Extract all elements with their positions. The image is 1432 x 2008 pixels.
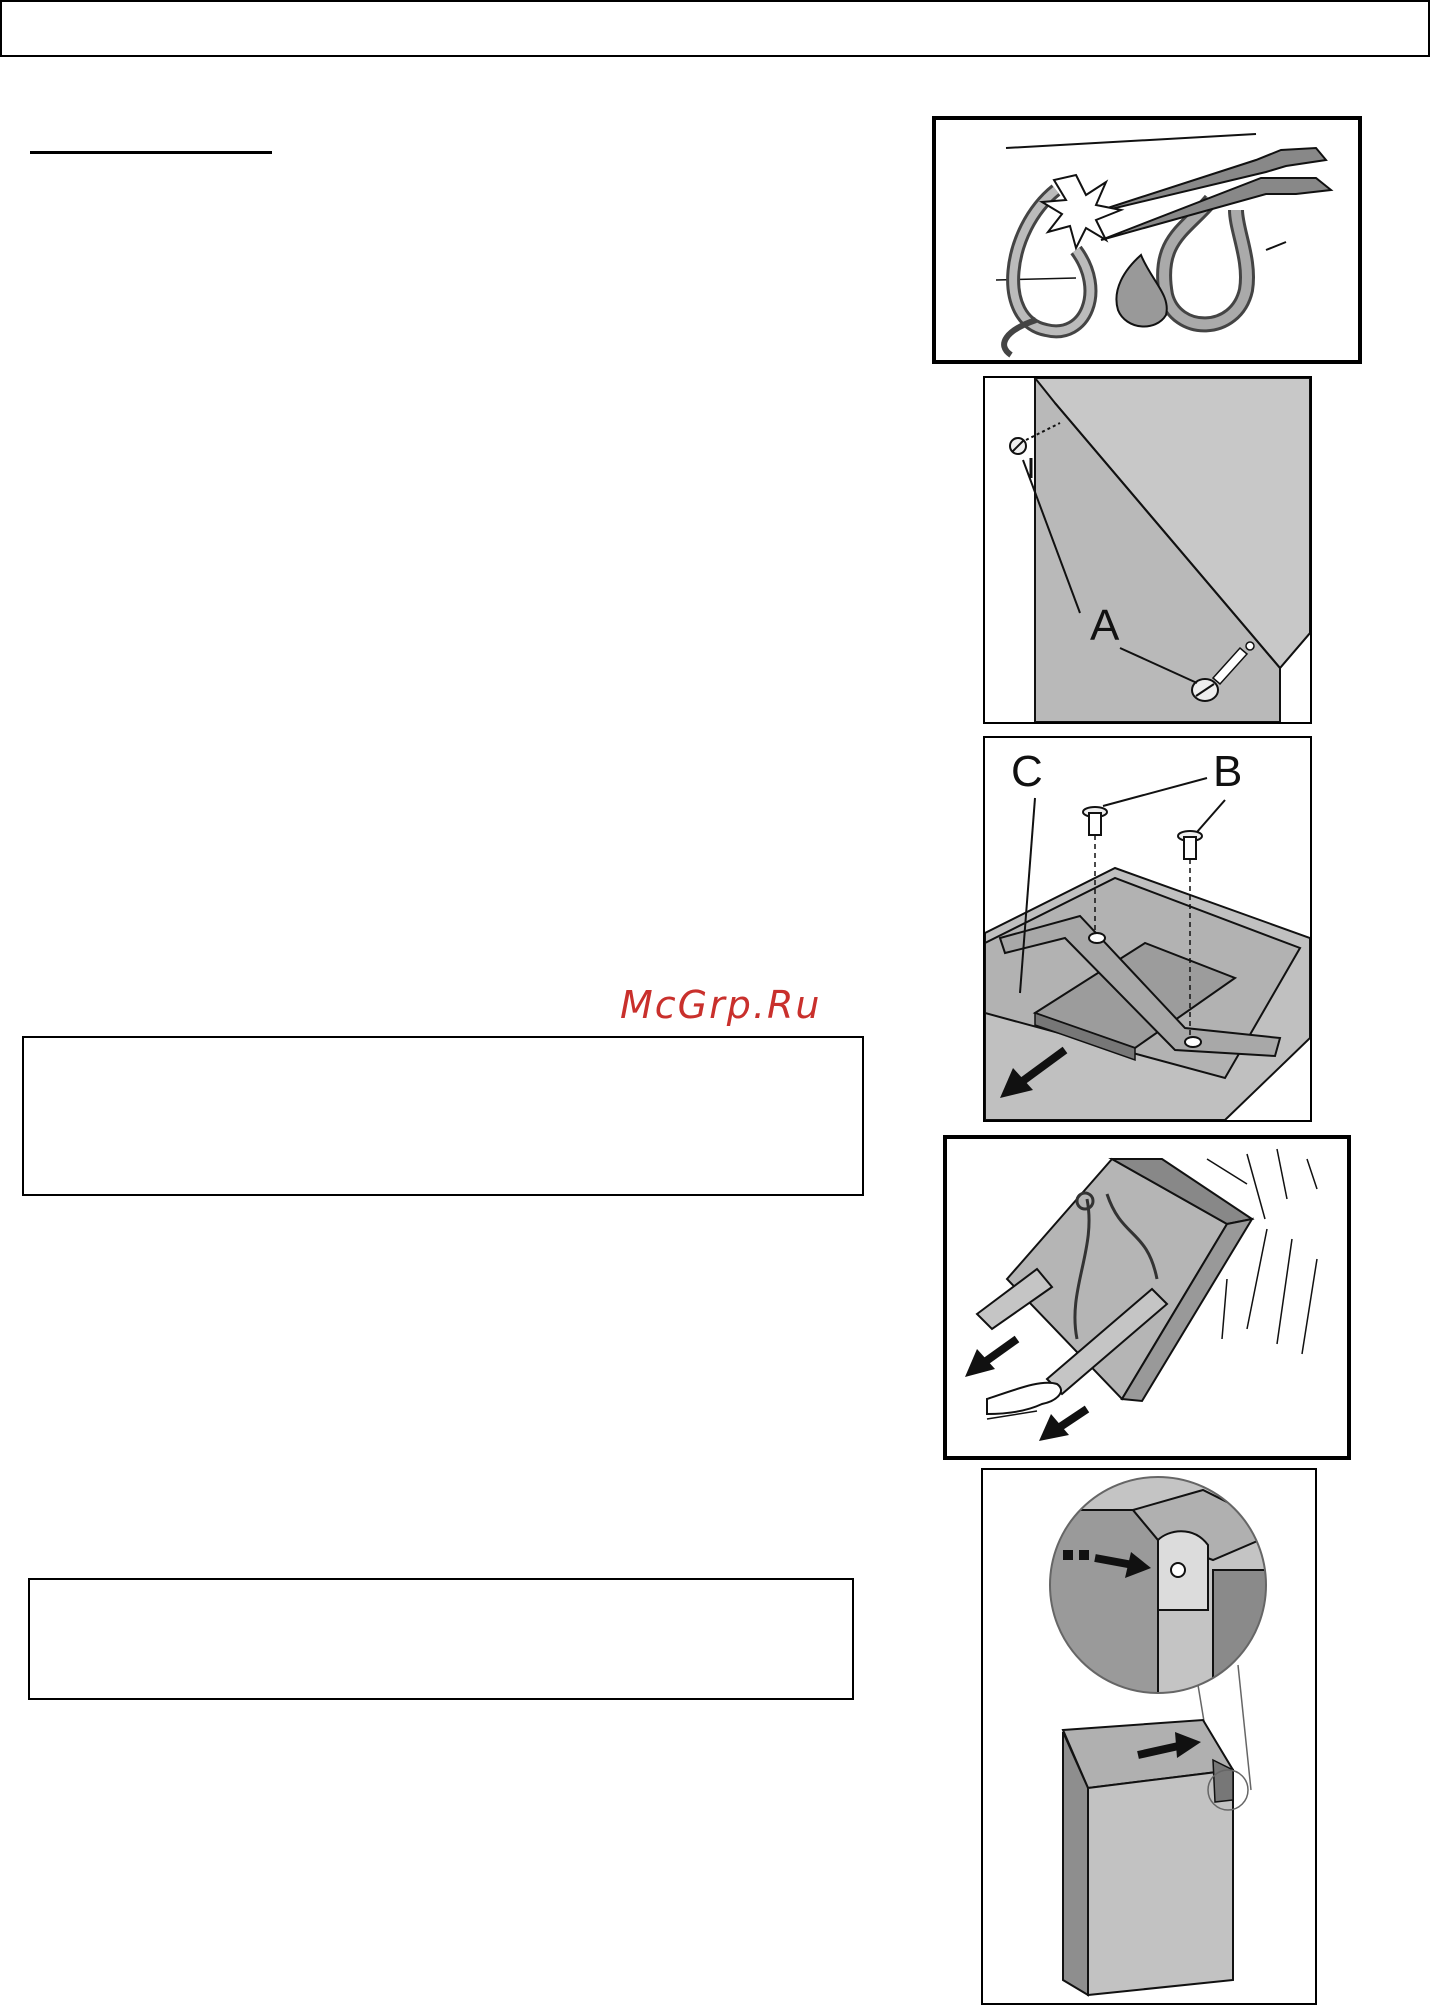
section-heading-underline [30,151,272,154]
label-c: C [1011,747,1043,796]
figure-bolts-bc [983,736,1312,1122]
figure-cut-cable [932,116,1362,364]
watermark-text: McGrp.Ru [620,983,822,1027]
label-a: A [1090,601,1120,650]
figure-lid-hinge [981,1468,1317,2005]
lid-hinge-illustration [983,1470,1315,2003]
cut-cable-illustration [936,120,1358,360]
bolts-bc-illustration [985,738,1310,1120]
figure-remove-packaging [943,1135,1351,1460]
remove-packaging-illustration [947,1139,1347,1456]
header-bar [0,0,1430,57]
label-b: B [1213,747,1243,796]
note-box-1 [22,1036,864,1196]
screws-a-illustration [985,378,1310,722]
note-box-2 [28,1578,854,1700]
figure-screws-a [983,376,1312,724]
